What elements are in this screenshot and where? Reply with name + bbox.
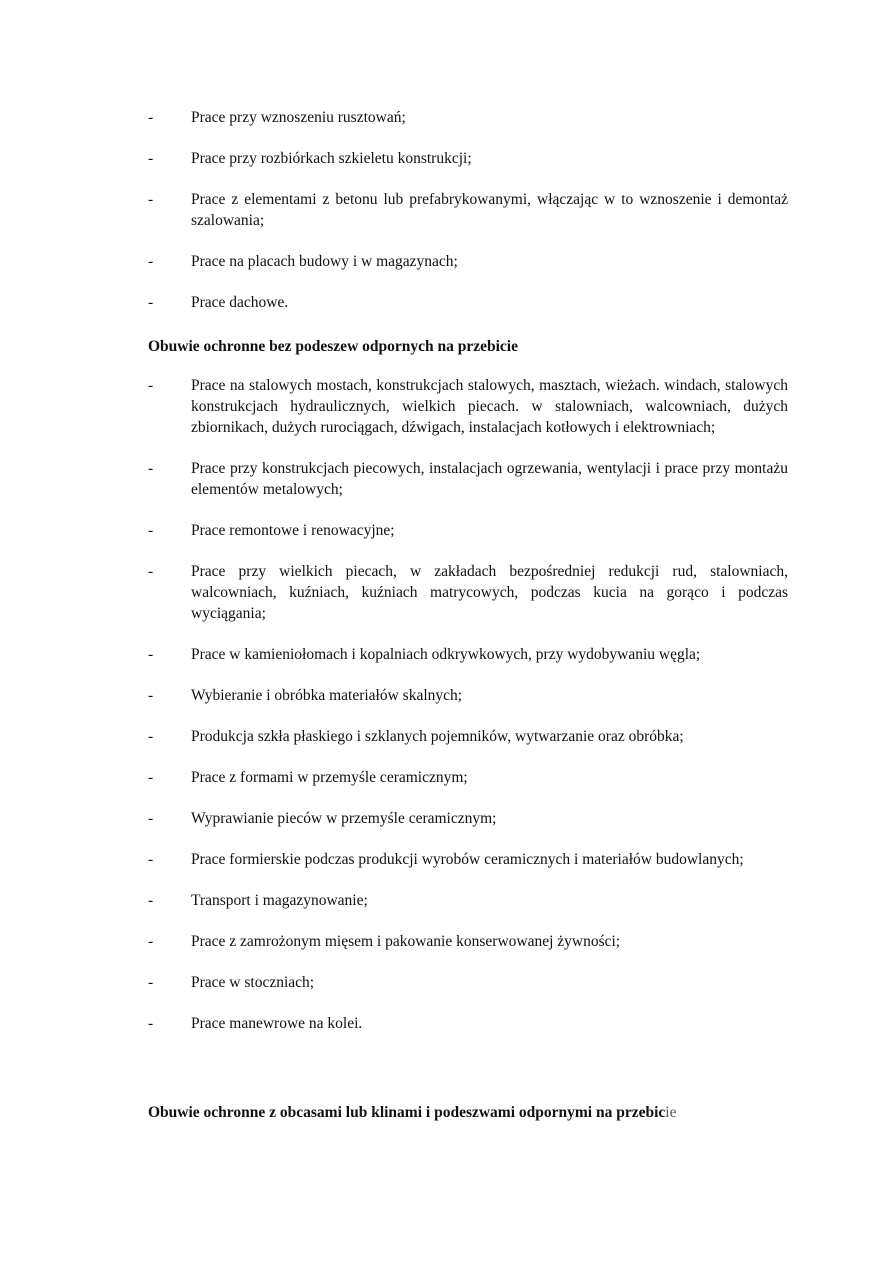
list-item-text: Prace z elementami z betonu lub prefabrykowanymi, włączając w to wznoszenie i demontaż szalowania; bbox=[191, 191, 788, 229]
list-item bbox=[148, 107, 788, 128]
dash-bullet: - bbox=[148, 460, 154, 477]
list-item bbox=[148, 767, 788, 788]
list-item-text: Wyprawianie pieców w przemyśle ceramicznym; bbox=[191, 810, 497, 827]
section-heading-no-puncture-soles: Obuwie ochronne bez podeszew odpornych na przebicie bbox=[148, 338, 518, 355]
dash-bullet: - bbox=[148, 563, 154, 580]
list-item-text: Prace przy wielkich piecach, w zakładach bezpośredniej redukcji rud, stalowniach, walcowniach, kuźniach, kuźniach matrycowych, podczas kucia na gorąco i podczas wyciągania; bbox=[191, 563, 788, 622]
dash-bullet: - bbox=[148, 892, 154, 909]
dash-bullet: - bbox=[148, 769, 154, 786]
list-item bbox=[148, 1013, 788, 1034]
work-list-2 bbox=[148, 375, 788, 1034]
dash-bullet: - bbox=[148, 109, 154, 126]
dash-bullet: - bbox=[148, 810, 154, 827]
dash-bullet: - bbox=[148, 851, 154, 868]
list-item-text: Prace na placach budowy i w magazynach; bbox=[191, 253, 458, 270]
list-item bbox=[148, 931, 788, 952]
list-item-text: Prace przy rozbiórkach szkieletu konstrukcji; bbox=[191, 150, 472, 167]
dash-bullet: - bbox=[148, 150, 154, 167]
list-item bbox=[148, 458, 788, 500]
dash-bullet: - bbox=[148, 728, 154, 745]
list-item bbox=[148, 685, 788, 706]
list-item-text: Prace w kamieniołomach i kopalniach odkrywkowych, przy wydobywaniu węgla; bbox=[191, 646, 701, 663]
list-item bbox=[148, 520, 788, 541]
list-item bbox=[148, 644, 788, 665]
list-item bbox=[148, 148, 788, 169]
work-list-1 bbox=[148, 107, 788, 313]
dash-bullet: - bbox=[148, 191, 154, 208]
list-item-text: Prace dachowe. bbox=[191, 294, 289, 311]
list-item bbox=[148, 972, 788, 993]
dash-bullet: - bbox=[148, 522, 154, 539]
dash-bullet: - bbox=[148, 646, 154, 663]
list-item bbox=[148, 890, 788, 911]
dash-bullet: - bbox=[148, 377, 154, 394]
list-item bbox=[148, 561, 788, 624]
list-item bbox=[148, 726, 788, 747]
dash-bullet: - bbox=[148, 974, 154, 991]
list-item-text: Prace przy wznoszeniu rusztowań; bbox=[191, 109, 406, 126]
dash-bullet: - bbox=[148, 1015, 154, 1032]
list-item-text: Produkcja szkła płaskiego i szklanych pojemników, wytwarzanie oraz obróbka; bbox=[191, 728, 684, 745]
list-item-text: Wybieranie i obróbka materiałów skalnych; bbox=[191, 687, 463, 704]
list-item bbox=[148, 189, 788, 231]
heading-main-text: Obuwie ochronne z obcasami lub klinami i podeszwami odpornymi na przebic bbox=[148, 1104, 666, 1121]
list-item-text: Prace na stalowych mostach, konstrukcjach stalowych, masztach, wieżach. windach, stalowych konstrukcjach hydraulicznych, wielkich piecach. w stalowniach, walcowniach, dużych zbiornikach, dużych rurociągach, dźwigach, instalacjach kotłowych i elektrowniach; bbox=[191, 377, 788, 436]
list-item bbox=[148, 292, 788, 313]
list-item-text: Prace w stoczniach; bbox=[191, 974, 315, 991]
list-item-text: Prace manewrowe na kolei. bbox=[191, 1015, 363, 1032]
list-item-text: Prace przy konstrukcjach piecowych, instalacjach ogrzewania, wentylacji i prace przy montażu elementów metalowych; bbox=[191, 460, 788, 498]
list-item-text: Prace z zamrożonym mięsem i pakowanie konserwowanej żywności; bbox=[191, 933, 621, 950]
list-item-text: Transport i magazynowanie; bbox=[191, 892, 368, 909]
dash-bullet: - bbox=[148, 294, 154, 311]
list-item bbox=[148, 251, 788, 272]
list-item-text: Prace z formami w przemyśle ceramicznym; bbox=[191, 769, 468, 786]
list-item bbox=[148, 849, 788, 870]
list-item bbox=[148, 375, 788, 438]
dash-bullet: - bbox=[148, 687, 154, 704]
list-item-text: Prace formierskie podczas produkcji wyrobów ceramicznych i materiałów budowlanych; bbox=[191, 851, 744, 868]
list-item bbox=[148, 808, 788, 829]
heading-tail-text: ie bbox=[665, 1104, 677, 1121]
dash-bullet: - bbox=[148, 253, 154, 270]
dash-bullet: - bbox=[148, 933, 154, 950]
section-heading-heels-and-puncture-soles bbox=[148, 1102, 808, 1123]
list-item-text: Prace remontowe i renowacyjne; bbox=[191, 522, 395, 539]
